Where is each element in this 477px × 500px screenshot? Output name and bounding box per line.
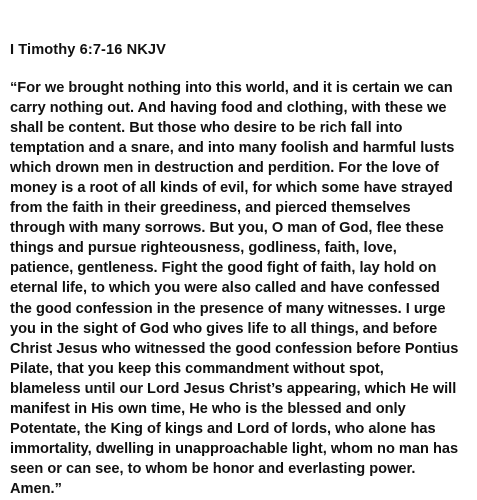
passage-line: through with many sorrows. But you, O man of God, flee these — [10, 220, 444, 237]
passage-line: eternal life, to which you were also called and have confessed — [10, 280, 440, 297]
passage-line: things and pursue righteousness, godliness, faith, love, — [10, 240, 397, 257]
passage-line: Amen.” — [10, 480, 62, 497]
scripture-reference: I Timothy 6:7-16 NKJV — [10, 42, 166, 58]
passage-line: the good confession in the presence of many witnesses. I urge — [10, 300, 446, 317]
passage-line: from the faith in their greediness, and pierced themselves — [10, 200, 411, 217]
passage-line: carry nothing out. And having food and clothing, with these we — [10, 100, 447, 117]
passage-line: seen or can see, to whom be honor and everlasting power. — [10, 460, 416, 477]
passage-line: money is a root of all kinds of evil, for which some have strayed — [10, 180, 453, 197]
scripture-passage — [10, 78, 475, 499]
passage-line: temptation and a snare, and into many foolish and harmful lusts — [10, 140, 455, 157]
passage-line: manifest in His own time, He who is the blessed and only — [10, 400, 406, 417]
passage-line: “For we brought nothing into this world, and it is certain we can — [10, 80, 453, 96]
passage-line: immortality, dwelling in unapproachable light, whom no man has — [10, 440, 459, 457]
passage-line: Christ Jesus who witnessed the good confession before Pontius — [10, 340, 459, 357]
passage-line: shall be content. But those who desire to be rich fall into — [10, 120, 403, 137]
passage-line: Potentate, the King of kings and Lord of lords, who alone has — [10, 420, 436, 437]
passage-line: Pilate, that you keep this commandment without spot, — [10, 360, 384, 377]
passage-line: you in the sight of God who gives life to all things, and before — [10, 320, 438, 337]
passage-line: which drown men in destruction and perdition. For the love of — [10, 160, 439, 177]
passage-line: patience, gentleness. Fight the good fight of faith, lay hold on — [10, 260, 437, 277]
passage-line: blameless until our Lord Jesus Christ’s appearing, which He will — [10, 380, 457, 397]
